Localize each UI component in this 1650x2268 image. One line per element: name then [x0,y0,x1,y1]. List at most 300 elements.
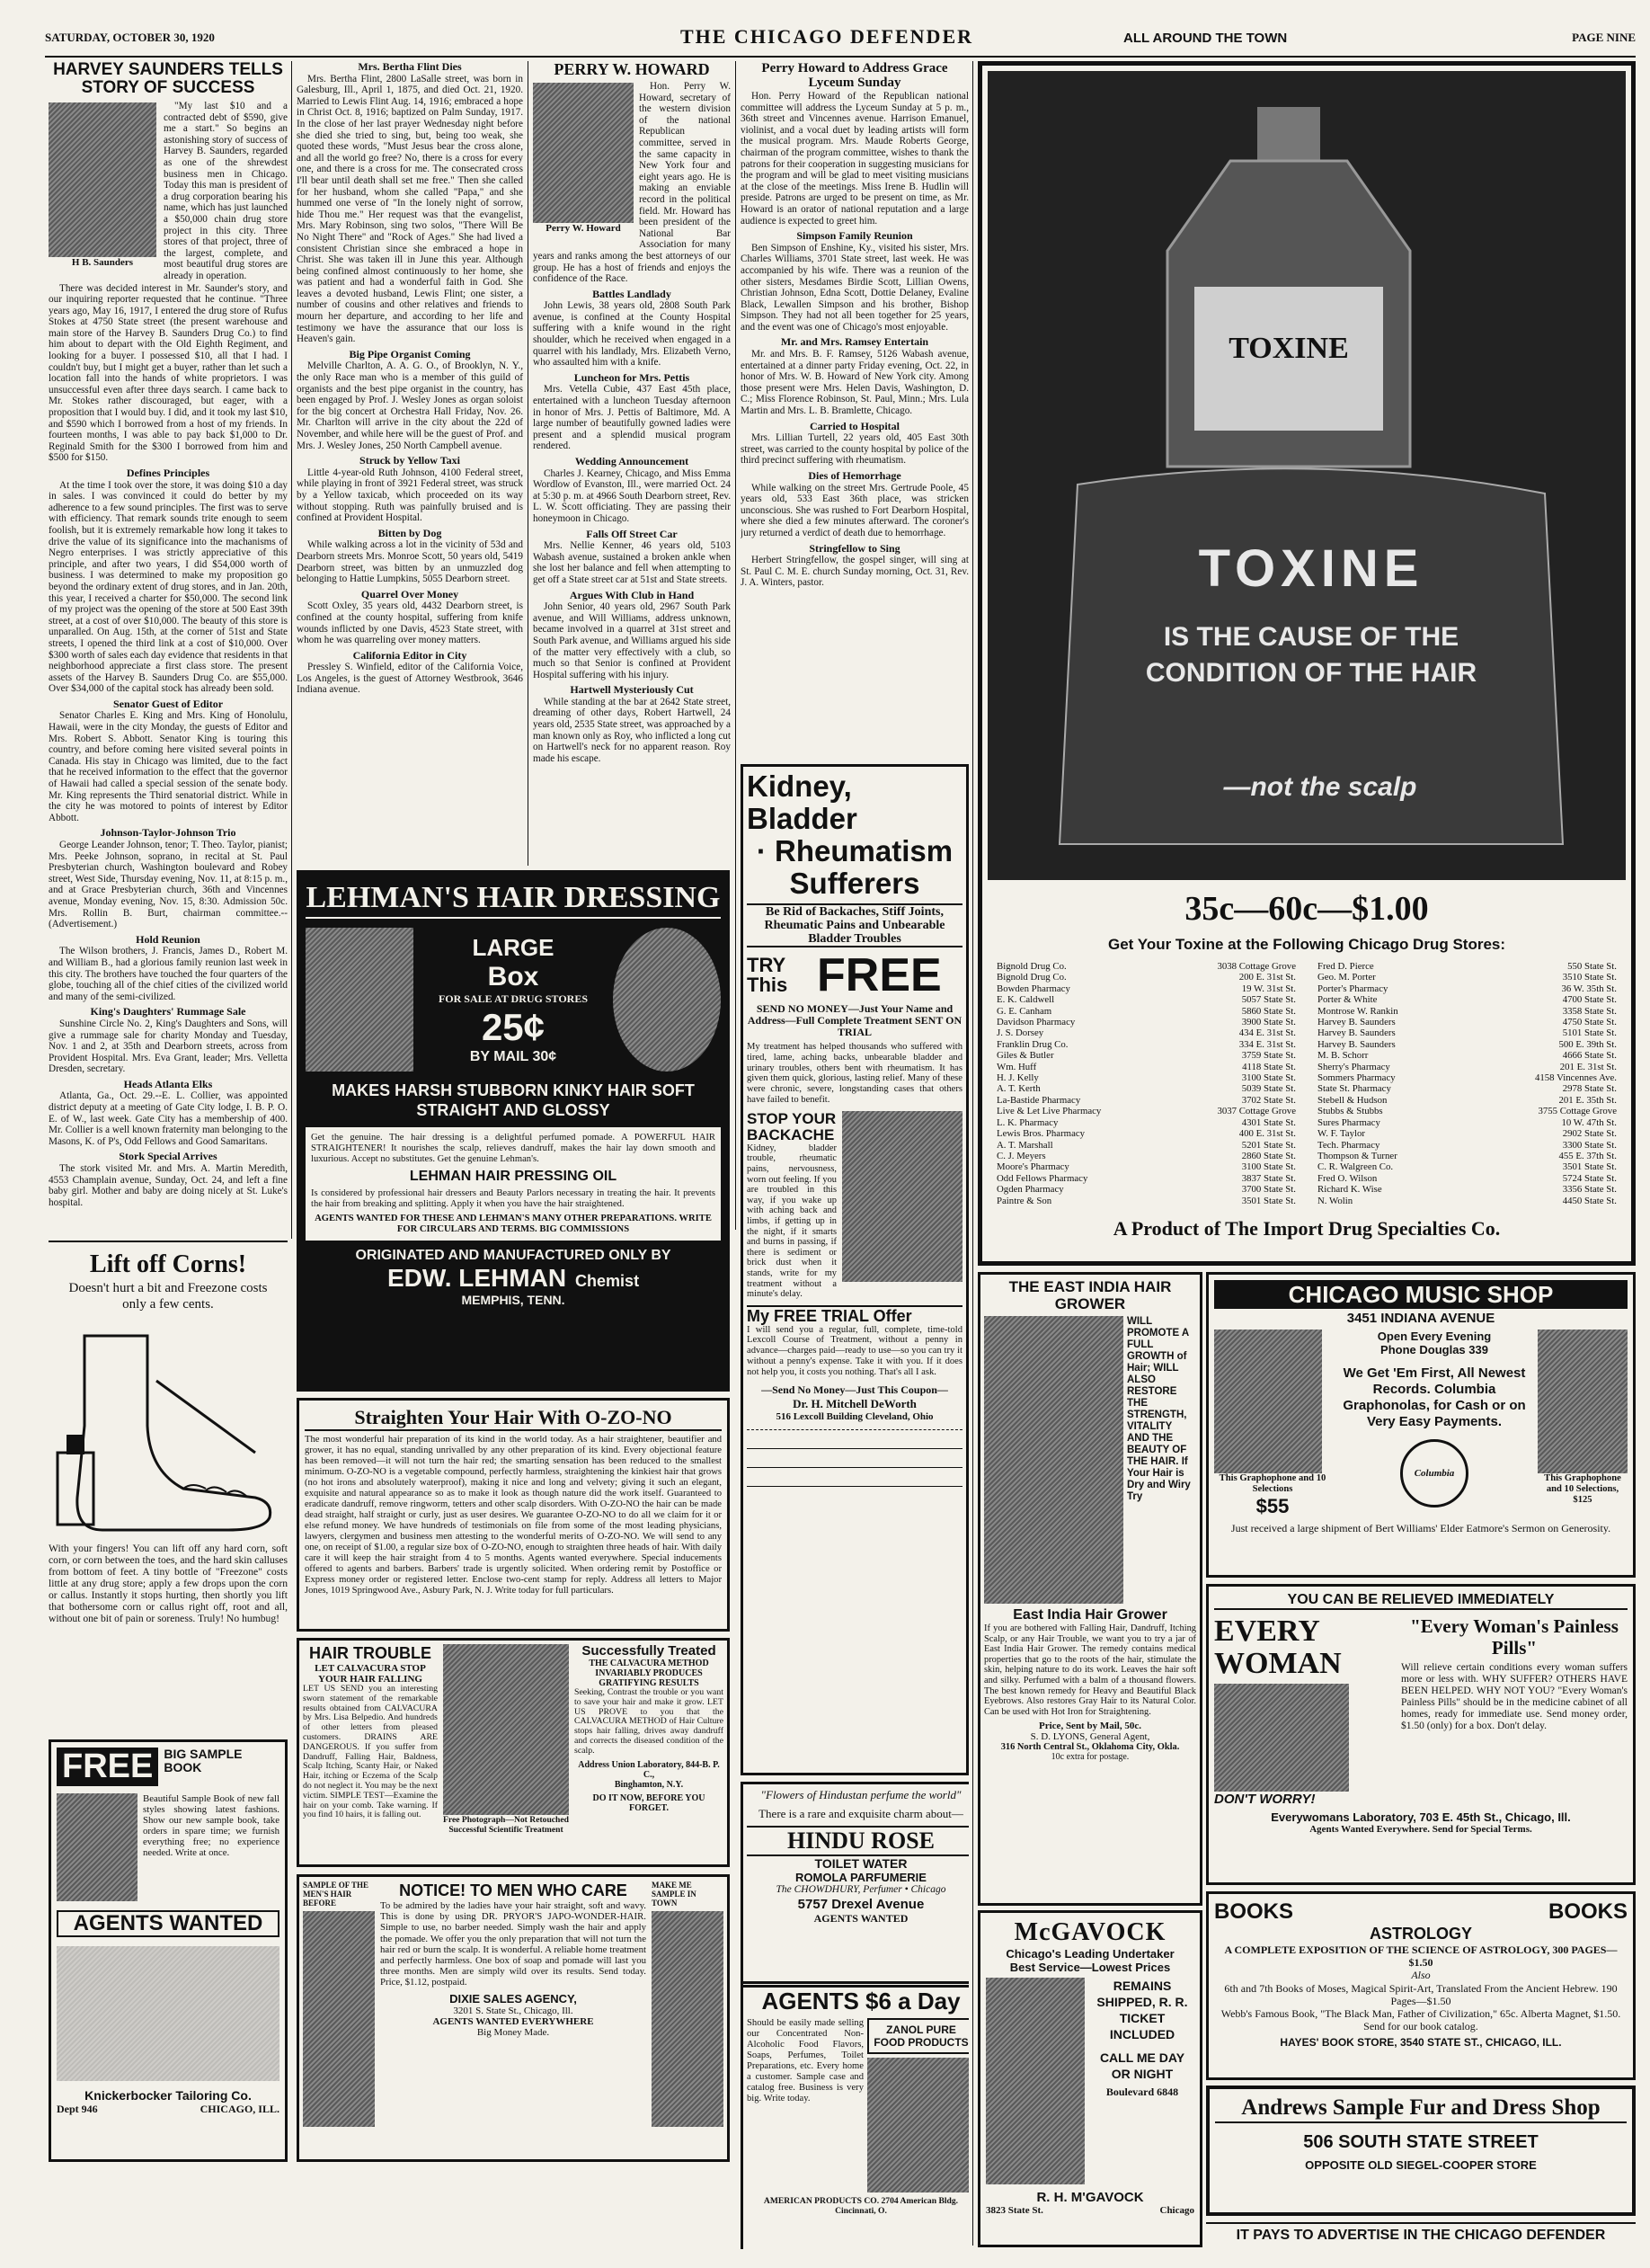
store-address: 3900 State St. [1241,1017,1296,1028]
store-name: A. T. Marshall [997,1139,1053,1151]
lehman-mail-price: BY MAIL 30¢ [469,1049,557,1064]
lehman-portrait-left [306,928,413,1072]
lehman-oil-body: Is considered by professional hair dressers and Beauty Parlors necessary in treating the hair. It prevents the hair from breaking and splitting. Apply it when you have the hair straightened. [311,1188,715,1209]
womans-body: Will relieve certain conditions every woman suffers more or less with. WHY SUFFER? OTHERS HAVE BEEN HELPED. WHY NOT YOU? "Every Woman's Painless Pills" should be in the medicine cabinet of all homes, ready for immediate use. Send money order, $1.50 (only) for a box. Don't delay. [1401,1662,1628,1731]
hindu-rose-ad-box [741,1782,969,1988]
reunion-body: The Wilson brothers, J. Francis, James D., Robert M. and William B., had a glorious family reunion last week in this city. The brothers have touched the four quarters of the globe, touching all of the chief cities of the civilized world and many of the semi-civilized. [49,946,288,1002]
store-name: H. J. Kelly [997,1072,1039,1084]
toxine-stores-right [1316,961,1619,1206]
store-row [995,1140,1298,1151]
ozono-ad [297,1398,730,1632]
store-name: Davidson Pharmacy [997,1017,1076,1028]
lehman-city: MEMPHIS, TENN. [461,1293,565,1307]
lehman-agents: AGENTS WANTED FOR THESE AND LEHMAN'S MANY OTHER PREPARATIONS. WRITE FOR CIRCULARS AND TERMS. BIG COMMISSIONS [315,1214,712,1234]
wedding-body: Charles J. Kearney, Chicago, and Miss Emma Wordlow of Evanston, Ill., were married Oct. 24 at 5:30 p. m. at 4966 South Dearborn street, Rev. L. W. Scott officiating. They are passing their honeymoon in Chicago. [533,467,731,524]
notice-title: NOTICE! TO MEN WHO CARE [399,1881,627,1899]
subhead-defines-principles: Defines Principles [126,467,210,479]
andrews-address: 506 SOUTH STATE STREET [1303,2132,1539,2152]
zanol-footer: AMERICAN PRODUCTS CO. 2704 American Bldg. Cincinnati, O. [763,2196,959,2216]
store-name: Fred O. Wilson [1317,1172,1378,1184]
store-row [995,1027,1298,1038]
store-address: 3356 State St. [1562,1184,1617,1196]
stringfellow-body: Herbert Stringfellow, the gospel singer, will sing at St. Paul C. M. E. church Sunday morning, Oct. 31, Rev. J. A. Winters, pastor. [741,555,969,589]
calvacura-lab: Address Union Laboratory, 844-B. P. C., [578,1759,720,1780]
howard-headline: PERRY W. HOWARD [554,61,710,78]
store-name: Montrose W. Rankin [1317,1005,1398,1017]
womans-pills-ad [1206,1584,1636,1885]
masthead-page: PAGE NINE [1572,31,1636,44]
store-name: C. R. Walgreen Co. [1317,1161,1394,1173]
store-name: J. S. Dorsey [997,1027,1044,1039]
subhead-ramsey: Mr. and Mrs. Ramsey Entertain [780,335,929,349]
store-name: Wm. Huff [997,1061,1037,1072]
store-row [1316,1006,1619,1017]
subhead-hospital: Carried to Hospital [810,419,900,432]
zanol-body: Should be easily made selling our Concentrated Non-Alcoholic Food Flavors, Soaps, Perfumes, Toilet Preparations, etc. Every home a customer. Sample case and catalog free. Business is very big. Write today. [747,2018,864,2103]
store-row [995,1083,1298,1094]
books-title: ASTROLOGY [1369,1925,1472,1943]
col4-lower [741,1782,969,2249]
store-name: Bowden Pharmacy [997,983,1070,994]
store-address: 3700 State St. [1241,1184,1296,1196]
store-row [995,961,1298,972]
hindu-rare: There is a rare and exquisite charm about— [758,1807,963,1820]
subhead-quarrel: Quarrel Over Money [360,587,459,600]
calvacura-treated: Successful Scientific Treatment [448,1825,563,1835]
subhead-club: Argues With Club in Hand [569,588,695,601]
kidney-heading-1: Kidney, Bladder [747,769,857,835]
east-india-portrait [984,1316,1123,1604]
store-address: 4158 Vincennes Ave. [1534,1072,1617,1084]
hindu-address: 5757 Drexel Avenue [797,1897,925,1912]
store-address: 4118 State St. [1242,1061,1296,1072]
store-address: 3037 Cottage Grove [1217,1106,1296,1117]
east-india-note: 10c extra for postage. [1051,1752,1130,1763]
dog-body: While walking across a lot in the vicinity of 53d and Dearborn streets Mrs. Monroe Scott, 50 years old, 5419 Dearborn street, was bitten by an unmuzzled dog belonging to Hattie Lumpkins, 5055 Dearborn street. [297,539,523,585]
subhead-hartwell: Hartwell Mysteriously Cut [570,683,694,697]
store-row [995,1184,1298,1195]
kidney-heading-2: · Rheumatism [756,834,954,867]
store-row [1316,1128,1619,1139]
store-address: 36 W. 35th St. [1561,983,1617,994]
store-name: Live & Let Live Pharmacy [997,1106,1102,1117]
lehman-oil-title: LEHMAN HAIR PRESSING OIL [409,1169,617,1184]
tailoring-dept: Dept 946 [57,2103,98,2115]
lehman-tin-image [613,928,721,1072]
store-address: 2978 State St. [1562,1083,1617,1095]
saunders-photo-caption: H B. Saunders [71,257,134,268]
simpson-body: Ben Simpson of Enshine, Ky., visited his sister, Mrs. Charles Williams, 3701 State street, last week. He was accompanied by his wife. There was a reunion of the other sisters, Mesdames Birdie Scott, Lillian Owens, Christian Johnson, Edna Scott, Dottie Delaney, Evaline Black, Lewallen Simpson and his brother, Bishop Simpson. They had not all been together for 25 years, and the event was one of Chicago's most enjoyable. [741,242,969,333]
lehman-body: Get the genuine. The hair dressing is a delightful perfumed pomade. A POWERFUL HAIR STRAIGHTENER! It nourishes the scalp, relieves dandruff, makes the hair lay down smooth and luxurious. Accept no substitutes. Get the genuine Lehman's. [311,1133,715,1164]
toxine-footer: A Product of The Import Drug Specialties Co. [1113,1216,1501,1240]
books-line-2: Webb's Famous Book, "The Black Man, Father of Civilization," 65c. Alberta Magnet, $1.50. [1220,2007,1621,2020]
calvacura-city: Binghamton, N.Y. [614,1779,684,1790]
store-name: W. F. Taylor [1317,1128,1365,1140]
store-row [1316,1161,1619,1172]
store-name: Harvey B. Saunders [1317,1038,1396,1050]
store-row [995,1039,1298,1050]
store-name: Porter's Pharmacy [1317,983,1388,994]
calvacura-now: DO IT NOW, BEFORE YOU FORGET. [592,1792,705,1813]
toxine-bottle-illustration [988,71,1626,880]
store-address: 500 E. 39th St. [1558,1038,1617,1050]
mcgavock-ad [978,1910,1202,2247]
music-phone: Phone Douglas 339 [1380,1343,1488,1356]
store-row [995,983,1298,994]
store-row [995,1062,1298,1072]
store-name: Thompson & Turner [1317,1150,1397,1161]
mcgavock-portrait [986,1978,1085,2184]
subhead-california-editor: California Editor in City [352,648,467,662]
store-address: 400 E. 31st St. [1238,1128,1296,1140]
store-address: 3038 Cottage Grove [1217,961,1296,972]
store-row [1316,972,1619,983]
saunders-photo [49,102,156,257]
toxine-sign-line-3: —not the scalp [1223,772,1417,802]
howard-intro: Hon. Perry W. Howard, secretary of the western division of the national Republican committee, served in the same capacity in New York four and eight years ago. He is making an enviable record in the political field. Mr. Howard has been president of the National Bar Association for many years and ranks among the best attorneys of our group. He has a host of friends and enjoys the confidence of the Race. [533,81,731,285]
store-row [1316,1117,1619,1128]
store-row [995,972,1298,983]
calvacura-sub: LET CALVACURA STOP YOUR HAIR FALLING [315,1663,426,1685]
lehman-ad [297,870,730,1392]
store-address: 19 W. 31st St. [1241,983,1296,994]
masthead-paper: THE CHICAGO DEFENDER [679,25,974,48]
kidney-heading-3: Sufferers [789,867,920,900]
lehman-chemist: Chemist [575,1272,640,1290]
hemorrhage-body: While walking on the street Mrs. Gertrude Poole, 45 years old, 533 East 36th place, was stricken unconscious. She was rushed to Fort Dearborn Hospital, where she died a few minutes afterward. The coroner's jury returned a verdict of death due to hemorrhage. [741,482,969,538]
store-name: C. J. Meyers [997,1150,1046,1161]
store-name: Stubbs & Stubbs [1317,1106,1383,1117]
graphophone-right [1538,1330,1628,1473]
andrews-name: Andrews Sample Fur and Dress Shop [1215,2095,1627,2123]
store-address: 434 E. 31st St. [1238,1027,1296,1039]
masthead-rule [45,56,1636,58]
music-shop-ad [1206,1272,1636,1578]
toxine-ad [978,61,1636,1266]
organist-body: Melville Charlton, A. A. G. O., of Brooklyn, N. Y., the only Race man who is a member of this guild of organists and the best pipe organist in the country, has been engaged by Prof. J. Wesley Jones as organ soloist for the big concert at Orchestra Hall Friday, Nov. 26. Mr. Charlton will arrive in the city about the 22d of November, and while here will be the guest of Prof. and Mrs. J. Wesley Jones, 250 North Campbell avenue. [297,360,523,451]
notice-body: To be admired by the ladies have your hair straight, soft and wavy. This is done by using DR. PRYOR'S JAPO-WONDER-HAIR. Simple to use, no barber needed. Simply wash the hair and apply the pomade. We offer you the only preparation that will not turn the hair red or burn the scalp. It is wonderful. A reliable home treatment and perfectly harmless. One box of soap and pomade will last you three months. Men are simply wild over its results. Send today. Price, $1.12, postpaid. [380,1900,646,1988]
corns-sub: Doesn't hurt a bit and Freezone costs only a few cents. [68,1281,268,1312]
music-right-text: This Graphophone and 10 Selections, $125 [1544,1473,1621,1505]
subhead-hemorrhage: Dies of Hemorrhage [808,469,901,482]
subhead-reunion: Hold Reunion [136,932,200,946]
store-row [995,1151,1298,1161]
store-address: 4700 State St. [1562,994,1617,1006]
store-address: 4450 State St. [1562,1195,1617,1206]
tailoring-firm: Knickerbocker Tailoring Co. [84,2088,252,2103]
column-rule [291,61,292,1239]
store-row [995,1161,1298,1172]
subhead-flint: Mrs. Bertha Flint Dies [358,61,462,73]
music-open: Open Every Evening [1377,1330,1492,1343]
store-address: 3358 State St. [1562,1005,1617,1017]
mcgavock-name: McGAVOCK [1014,1918,1167,1946]
store-address: 3100 State St. [1241,1161,1296,1173]
zanol-title: AGENTS $6 a Day [761,1988,961,2015]
store-row [995,1006,1298,1017]
store-address: 5201 State St. [1241,1139,1296,1151]
hindu-chowdhury: The CHOWDHURY, Perfumer • Chicago [776,1884,946,1895]
store-address: 3501 State St. [1241,1195,1296,1206]
store-address: 4666 State St. [1562,1050,1617,1062]
womans-every: EVERY WOMAN [1214,1614,1342,1680]
store-row [1316,1140,1619,1151]
store-address: 10 W. 47th St. [1561,1116,1617,1128]
store-name: La-Bastide Pharmacy [997,1094,1081,1106]
street-car-body: Mrs. Nellie Kenner, 46 years old, 5103 Wabash avenue, sustained a broken ankle when she lost her balance and fell when attempting to get off a State street car at 51st and State streets. [533,540,731,585]
store-name: Paintre & Son [997,1195,1052,1206]
store-row [1316,983,1619,994]
columbia-badge-label: Columbia [1414,1468,1455,1479]
notice-money: Big Money Made. [476,2026,550,2038]
masthead-section: ALL AROUND THE TOWN [1123,31,1288,46]
store-row [1316,1106,1619,1116]
store-address: 550 State St. [1567,961,1617,972]
mcgavock-tag: Chicago's Leading Undertaker [1006,1947,1175,1961]
store-address: 3759 State St. [1241,1050,1296,1062]
kidney-stop-backache: STOP YOUR BACKACHE [747,1109,837,1143]
lehman-tagline: MAKES HARSH STUBBORN KINKY HAIR SOFT STRAIGHT AND GLOSSY [332,1081,695,1119]
store-name: Geo. M. Porter [1317,972,1376,983]
after-label: MAKE ME SAMPLE IN TOWN [652,1881,696,1908]
store-name: Lewis Bros. Pharmacy [997,1128,1086,1140]
music-mid: We Get 'Em First, All Newest Records. Columbia Graphonolas, for Cash or on Very Easy Payments. [1343,1365,1526,1429]
hindu-maker: ROMOLA PARFUMERIE [795,1871,927,1884]
womans-title: "Every Woman's Painless Pills" [1410,1615,1619,1659]
kidney-doctor: Dr. H. Mitchell DeWorth [793,1396,917,1410]
corns-body: With your fingers! You can lift off any hard corn, soft corn, or corn between the toes, and the hard skin calluses from bottom of feet. A tiny bottle of "Freezone" costs little at any drug store; apply a few drops upon the corn or callus. Instantly it stops hurting, then shortly you lift that bothersome corn or callus right off, root and all, without one bit of pain or soreness. Truly! No humbug! [49,1543,288,1624]
calvacura-photo [443,1644,569,1815]
subhead-atlanta-elks: Heads Atlanta Elks [123,1077,213,1090]
store-row [995,1106,1298,1116]
big-book-label: BIG SAMPLE BOOK [164,1747,243,1774]
store-row [1316,1050,1619,1061]
subhead-rummage-sale: King's Daughters' Rummage Sale [90,1005,246,1018]
east-india-price: Price, Sent by Mail, 50c. [1039,1721,1141,1732]
before-portrait [303,1911,375,2127]
store-name: M. B. Schorr [1317,1050,1369,1062]
calvacura-ad [297,1638,730,1867]
subhead-senator-guest: Senator Guest of Editor [112,697,224,710]
mcgavock-best: Best Service—Lowest Prices [1009,1961,1171,1974]
store-row [995,1017,1298,1027]
books-address: HAYES' BOOK STORE, 3540 STATE ST., CHICAGO, ILL. [1280,2036,1562,2049]
store-name: Moore's Pharmacy [997,1161,1069,1173]
store-row [995,1072,1298,1083]
yellow-taxi-body: Little 4-year-old Ruth Johnson, 4100 Federal street, while playing in front of 3921 Federal street, was struck by a Yellow taxicab, which proceeded on its way without stopping. Ruth was painfully bruised and is confined at Provident Hospital. [297,467,523,524]
hindu-quote: "Flowers of Hindustan perfume the world" [760,1788,962,1801]
kidney-free-offer: My FREE TRIAL Offer [747,1305,962,1325]
store-name: Sures Pharmacy [1317,1116,1380,1128]
east-india-claim: WILL PROMOTE A FULL GROWTH of Hair; WILL ALSO RESTORE THE STRENGTH, VITALITY AND THE BEAUTY OF THE HAIR. If Your Hair is Dry and Wiry Try [1127,1316,1191,1502]
hindu-name: HINDU ROSE [747,1826,969,1856]
ozono-body: The most wonderful hair preparation of its kind in the world today. As a hair straightener, beautifier and grower, it has no equal, standing unrivalled by any other preparation of its kind. Every objectional feature has been removed—it will not turn the hair red; the smarting sensation has been reduced to the smallest minimum. O-ZO-NO is a vegetable compound, perfectly harmless, straightening the kinkiest hair that grows (no hot irons and absolutely waterproof), making it nice and long and velvety; giving it such an elegant, exquisite and natural appearance so as to make it look as though nature did the work itself. Guaranteed to eradicate dandruff, remove ringworm, tetters and other scalp disorders. With O-ZO-NO the hair can be made dead straight, half straight or curly, just as user desires. We guarantee O-ZO-NO to do all we claim for it or else refund money. We have hundreds of testimonials on file from some of the most leading physicians, lawyers, clergymen and business men attesting to the wonderful merits of O-ZO-NO. We will send to any one, on receipt of $1.00, a regular size box of O-ZO-NO, enough to straighten three heads of hair. With daily care it will keep the hair straight from 4 to 5 months. Agents wanted everywhere. Special inducements offered to agents and barbers. Barbers' trade is urgently solicited. When ordering remit by Postoffice or Express money order or registered letter. Enclose two-cent stamp for reply. Address all letters to Major Jones, 1019 Springwood Ave., Asbury Park, N. J. Write today for full particulars. [305,1435,722,1596]
store-row [1316,1039,1619,1050]
calvacura-title: HAIR TROUBLE [309,1644,431,1662]
store-address: 5101 State St. [1562,1027,1617,1039]
kidney-ad [741,764,969,1775]
andrews-opposite: OPPOSITE OLD SIEGEL-COOPER STORE [1305,2158,1537,2172]
graphophone-left [1214,1330,1322,1473]
subhead-yellow-taxi: Struck by Yellow Taxi [359,454,460,467]
store-address: 200 E. 31st St. [1238,972,1296,983]
store-name: E. K. Caldwell [997,994,1055,1006]
subhead-howard-lyceum: Perry Howard to Address Grace Lyceum Sunday [761,61,948,90]
zanol-ad [741,1981,969,2249]
store-row [1316,994,1619,1005]
andrews-ad [1206,2086,1636,2216]
california-editor-body: Pressley S. Winfield, editor of the California Voice, Los Angeles, is the guest of Attorney Westbrook, 3646 Indiana avenue. [297,662,523,696]
column-4-news [741,61,969,758]
corns-title: Lift off Corns! [89,1250,247,1278]
mcgavock-city: Chicago [1159,2205,1194,2216]
kidney-sub: Be Rid of Backaches, Stiff Joints, Rheumatic Pains and Unbearable Bladder Troubles [747,903,962,947]
store-row [1316,1173,1619,1184]
toxine-sign-line-1: TOXINE [1198,539,1424,598]
books-line-3: Send for our book catalog. [1363,2020,1478,2032]
store-address: 3510 State St. [1562,972,1617,983]
subhead-stringfellow: Stringfellow to Sing [809,541,900,555]
luncheon-body: Mrs. Vetella Cubie, 437 East 45th place, entertained with a luncheon Tuesday afternoon in honor of Mrs. J. Pettis of Baltimore, Md. A large number of beautifully gowned ladies were present and a splendid musical program rendered. [533,384,731,452]
store-address: 3702 State St. [1241,1094,1296,1106]
landlady-body: John Lewis, 38 years old, 2808 South Park avenue, is confined at the County Hospital suffering with a knife wound in the right shoulder, which he received when engaged in a quarrel with his landlady, Mrs. Elizabeth Verno, who assaulted him with a knife. [533,300,731,369]
music-shop-title: CHICAGO MUSIC SHOP [1214,1280,1628,1309]
store-name: Stebell & Hudson [1317,1094,1388,1106]
notice-address: 3201 S. State St., Chicago, Ill. [453,2005,573,2016]
store-row [995,1196,1298,1206]
saunders-intro: "My last $10 and a contracted debt of $590, give me a start." So begins an astonishing story of success of Harvey B. Saunders, regarded as one of the shrewdest business men in Chicago. Today this man is president of a drug corporation bearing his name, which has just launched a $50,000 chain drug store project in this city. Three stores of that project, three of the largest, complete, and most beautiful drug stores are already in operation. [164,101,288,281]
store-name: Richard K. Wise [1317,1184,1382,1196]
column-rule [735,61,736,1230]
store-name: L. K. Pharmacy [997,1116,1059,1128]
subhead-trio: Johnson-Taylor-Johnson Trio [100,826,236,840]
womans-figure [1214,1684,1349,1792]
store-name: Harvey B. Saunders [1317,1017,1396,1028]
music-note: Just received a large shipment of Bert Williams' Elder Eatmore's Sermon on Generosity. [1230,1522,1611,1534]
zanol-brand: ZANOL PURE FOOD PRODUCTS [867,2018,969,2054]
store-row [1316,1062,1619,1072]
east-india-ad [978,1272,1202,1906]
store-address: 4301 State St. [1241,1116,1296,1128]
store-row [1316,1095,1619,1106]
store-address: 201 E. 31st St. [1559,1061,1617,1072]
hindu-toilet: TOILET WATER [814,1856,908,1871]
books-heading-right: BOOKS [1548,1899,1628,1924]
foot-illustration [49,1318,288,1543]
corns-ad [49,1241,288,1730]
footer-slogan: IT PAYS TO ADVERTISE IN THE CHICAGO DEFENDER [1206,2222,1636,2247]
howard-photo-caption: Perry W. Howard [546,223,621,234]
mcgavock-remains: REMAINS SHIPPED, R. R. TICKET INCLUDED [1096,1979,1188,2041]
books-line-1: 6th and 7th Books of Moses, Magical Spirit-Art, Translated From the Ancient Hebrew. 190 Pages—$1.50 [1224,1982,1618,2007]
column-rule [972,61,973,2246]
rummage-sale-body: Sunshine Circle No. 2, King's Daughters and Sons, will give a rummage sale for charity Monday and Tuesday, Nov. 1 and 2, at 35th and Dearborn streets, across from Provident Hospital. Mrs. Eva Grant, leader; Mrs. Velletta Dresden, secretary. [49,1018,288,1075]
trio-body: George Leander Johnson, tenor; T. Theo. Taylor, pianist; Mrs. Peeke Johnson, soprano, in recital at St. Paul Presbyterian church, Washington boulevard and Robey street, West Side, Thursday evening, Nov. 11, at 8:15 p. m., and at Grace Presbyterian church, 36th and Vincennes avenue, Monday evening, Nov. 15, 8:30. Admission 50c. Mrs. Rollin B. Burt, chairman committee.--(Advertisement.) [49,840,288,930]
store-name: Bignold Drug Co. [997,961,1067,972]
calvacura-right-title: Successfully Treated [581,1643,716,1659]
store-row [1316,1017,1619,1027]
lehman-box: Box [487,962,539,992]
womans-top: YOU CAN BE RELIEVED IMMEDIATELY [1214,1592,1628,1610]
howard-photo [533,83,634,223]
toxine-get: Get Your Toxine at the Following Chicago Drug Stores: [1107,936,1506,953]
subhead-wedding: Wedding Announcement [574,455,689,467]
kidney-side: Kidney, bladder trouble, rheumatic pains, nervousness, worn out feeling. If you are troubled in this way, if you wake up with aching back and limbs, if getting up in the night, if it smarts and burns in passing, if there is sediment or brick dust when it stands, write for my treatment without a minute's delay. [747,1143,837,1300]
store-name: Tech. Pharmacy [1317,1139,1380,1151]
store-address: 5724 State St. [1562,1172,1617,1184]
store-address: 455 E. 37th St. [1558,1150,1617,1161]
store-name: Franklin Drug Co. [997,1038,1069,1050]
notice-firm: DIXIE SALES AGENCY, [449,1991,577,2006]
notice-men-ad [297,1874,730,2162]
columbia-badge [1400,1439,1468,1508]
atlanta-elks-body: Atlanta, Ga., Oct. 29.--E. L. Collier, was appointed district deputy at a meeting of Gate City lodge, I. B. P. O. E. of W., last week. Gate City has a membership of 400. Mr. Collier is a well known fraternity man belonging to the Masons, K. of P's, Odd Fellows and Good Samaritans. [49,1090,288,1147]
toxine-prices: 35c—60c—$1.00 [1184,890,1429,928]
store-name: Giles & Butler [997,1050,1054,1062]
hospital-body: Mrs. Lillian Turtell, 22 years old, 405 East 30th street, was carried to the county hospital by police of the third precinct suffering with rheumatism. [741,432,969,467]
store-row [1316,961,1619,972]
store-row [995,1128,1298,1139]
store-address: 201 E. 35th St. [1558,1094,1617,1106]
stork-body: The stork visited Mr. and Mrs. A. Martin Meredith, 4553 Champlain avenue, Sunday, Oct. 24, and left a fine baby girl. Mother and baby are doing nicely at St. Luke's hospital. [49,1163,288,1208]
howard-lyceum-body: Hon. Perry Howard of the Republican national committee will address the Lyceum Sunday at 5 p. m., 36th street and Vincennes avenue. Harrison Emanuel, violinist, and a vocal duet by leading artists will form the musical program. Mrs. Maude Roberts George, chairman of the program committee, wishes to thank the patrons for their cooperation in suggesting musicians for the program and will be glad to meet visiting musicians at the close of the meetings. Miss Irene B. Hudlin will preside. Patrons are urged to be present on time, as Mr. Howard is an orator of national reputation and a large audience is expected to greet him. [741,91,969,227]
store-name: State St. Pharmacy [1317,1083,1391,1095]
store-name: Odd Fellows Pharmacy [997,1172,1088,1184]
store-name: Ogden Pharmacy [997,1184,1064,1196]
calvacura-body: LET US SEND you an interesting sworn statement of the remarkable results obtained from CALVACURA by Mrs. Lisa Belpedio. And hundreds of other letters from pleased customers. DRAINS ARE DANGEROUS. If you suffer from Dandruff, Falling Hair, Baldness, Scalp Itching, Scanty Hair, or Naked Hair, itching or Eczema of the Scalp do not neglect it. You may be the next victim. SIMPLE TEST—Examine the hair on your comb. Take warning. If you find 10 hairs, it is falling out. [303,1684,438,1820]
saunders-body: There was decided interest in Mr. Saunder's story, and our inquiring reporter requested that he continue. "Three years ago, May 16, 1917, I entered the drug store of Rufus Stokes at 4750 State street (the present warehouse and main store of the Harvey B. Saunders Drug Co.) to find him about to depart with the Old Eighth Regiment, and looking for a buyer. I possessed $10, all that I had. I couldn't buy, but I might get a buyer, rather than let such a location fall into the hands of white proprietors. I was unsuccessful even after three days search. I came back to Mr. Stokes rather discouraged, but eager, with a proposition that I would buy. I did, and it took my last $10, and $590 which I borrowed from a host of my friends. In fourteen months, I was able to pay back $1,000 to Dr. Reginald Smith for the $300 I borrowed from him and $500 for $150. [49,282,288,464]
store-row [995,994,1298,1005]
east-india-name: East India Hair Grower [1013,1607,1167,1623]
saunders-story [49,61,288,1234]
east-india-address: 316 North Central St., Oklahoma City, Okla. [1000,1742,1180,1753]
tailor-figure [57,1946,279,2081]
mcgavock-phone: Boulevard 6848 [1105,2086,1179,2098]
zanol-agent-figure [867,2058,969,2192]
subhead-dog: Bitten by Dog [377,526,442,539]
store-name: Sommers Pharmacy [1317,1072,1396,1084]
subhead-organist: Big Pipe Organist Coming [349,347,471,360]
store-row [995,1117,1298,1128]
store-row [1316,1072,1619,1083]
calvacura-photo-caption: Free Photograph—Not Retouched [443,1815,569,1825]
store-address: 2860 State St. [1241,1150,1296,1161]
flint-body: Mrs. Bertha Flint, 2800 LaSalle street, was born in Galesburg, Ill., April 1, 1875, and died Oct. 21, 1920. Married to Lewis Flint Aug. 14, 1916; embraced a hope in Christ Oct. 8, 1916; baptized on Palm Sunday, 1917. In the close of her last prayer Wednesday night before she died she tried to sing, but, being too weak, she quoted these words, "Must Jesus bear the cross alone, and all the world go free? No, there is a cross for every one, and there is a cross for me. The consecrated cross I'll bear until death shall set me free." Then she called for her husband, whom she called "Papa," and she hummed one verse of "In the lonely night of sorrow, hide Thou me." Her request was that the evangelist, Mrs. Mary Robinson, sing two solos, "There Will Be No Night There" and "Rock of Ages." She had lived a consistent Christian since she embraced a hope in Christ. She was taken ill in June this year. Although being confined almost continuously to her home, she was patient and had a wonderful faith in God. She leaves a devoted husband, Lewis Flint; one sister, a number of cousins and other relatives and friends to mourn her departure, and according to her life and testimony we have the assurance that our loss is Heaven's gain. [297,73,523,345]
store-row [995,1095,1298,1106]
store-name: G. E. Canham [997,1005,1052,1017]
lehman-maker: EDW. LEHMAN [386,1264,567,1292]
calvacura-right-body: Seeking, Contrast the trouble or you want to save your hair and make it grow. LET US PROVE to you that the CALVACURA METHOD of Hair Culture stops hair falling, drives away dandruff and corrects the diseased condition of the scalp. [574,1687,723,1756]
subhead-simpson: Simpson Family Reunion [796,229,913,243]
store-name: Harvey B. Saunders [1317,1027,1396,1039]
store-address: 3755 Cottage Grove [1538,1106,1617,1117]
calvacura-right-sub: THE CALVACURA METHOD INVARIABLY PRODUCES GRATIFYING RESULTS [589,1659,709,1688]
ozono-title: Straighten Your Hair With O-ZO-NO [305,1406,722,1431]
tailoring-city: CHICAGO, ILL. [200,2103,279,2115]
kidney-send: SEND NO MONEY—Just Your Name and Address—Full Complete Treatment SENT ON TRIAL [747,1002,962,1038]
store-row [1316,1027,1619,1038]
kidney-free: FREE [817,949,942,1001]
club-body: John Senior, 40 years old, 2967 South Park avenue, and Will Williams, address unknown, became involved in a quarrel at 31st street and South Park avenue, and Williams argued his side of the matter very effectively with a club, so much so that Senior is confined at Provident Hospital suffering with his injury. [533,601,731,680]
music-shop-address: 3451 INDIANA AVENUE [1346,1311,1495,1326]
kidney-offer-body: I will send you a regular, full, complete, time-told Lexcoll Course of Treatment, without a penny in advance—charges paid—ready to use—so you can try it without a penny's expense. Take it with you. If it does not help you, it costs you nothing. That's all I ask. [747,1324,962,1377]
store-name: A. T. Kerth [997,1083,1041,1095]
lehman-for-sale: FOR SALE AT DRUG STORES [438,992,589,1005]
store-address: 5057 State St. [1241,994,1296,1006]
toxine-sign-line-2: IS THE CAUSE OF THE CONDITION OF THE HAIR [1145,622,1477,688]
mcgavock-call: CALL ME DAY OR NIGHT [1099,2050,1185,2081]
store-address: 4750 State St. [1562,1017,1617,1028]
